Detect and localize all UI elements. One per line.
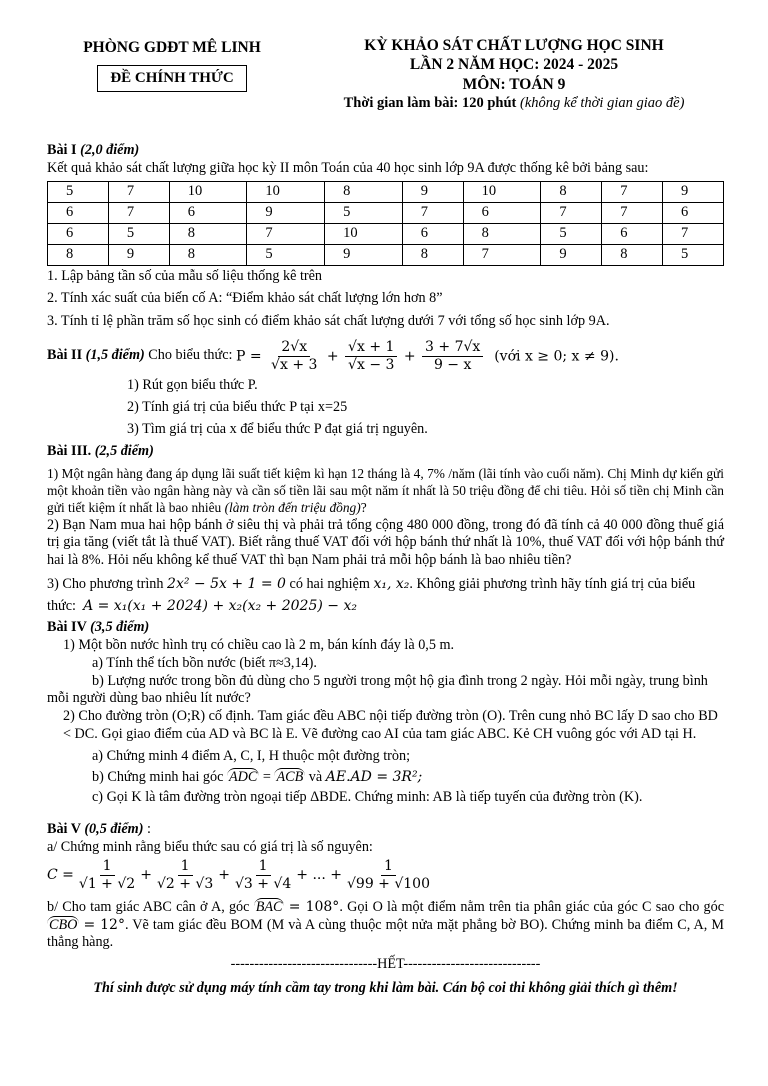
table-cell: 6 [402, 223, 463, 244]
formula-lhs: P = [235, 348, 262, 365]
table-cell: 7 [602, 202, 663, 223]
bai5-title [47, 821, 724, 839]
bai2-q1: 1) Rút gọn biểu thức P. [127, 377, 258, 394]
table-cell: 6 [463, 202, 541, 223]
bai4-p1a: a) Tính thể tích bồn nước (biết π≈3,14). [92, 654, 317, 671]
table-cell: 5 [108, 223, 169, 244]
table-cell: 10 [169, 181, 247, 202]
table-cell: 8 [463, 223, 541, 244]
exam-round: LẦN 2 NĂM HỌC: 2024 - 2025 [409, 56, 619, 74]
table-cell: 10 [247, 181, 325, 202]
bai3-points: (2,5 điểm) [94, 442, 154, 459]
table-cell: 7 [541, 202, 602, 223]
fraction-3-den: 9 − x [433, 356, 472, 373]
bai4-p2b-and: và [308, 769, 323, 786]
bai5-colon: : [146, 820, 151, 837]
bai2-intro: Cho biểu thức: [148, 347, 233, 364]
c-frac-2-den: √2 + √3 [156, 876, 214, 893]
table-cell: 9 [541, 244, 602, 265]
header-right [304, 36, 724, 112]
bai4-title [47, 619, 724, 637]
department: PHÒNG GDĐT MÊ LINH [83, 39, 261, 56]
bai4-p2b-eq: = [262, 769, 271, 786]
table-cell: 9 [325, 244, 403, 265]
table-cell: 8 [402, 244, 463, 265]
bai4-points: (3,5 điểm) [90, 619, 150, 636]
table-cell: 9 [663, 181, 724, 202]
table-cell: 6 [663, 202, 724, 223]
bai3-p3-expr-line [47, 598, 724, 616]
fraction-3-num: 3 + 7√x [422, 339, 483, 357]
header-left [47, 36, 297, 92]
c-frac-3 [232, 858, 294, 893]
bai3-label: Bài III. [47, 442, 92, 459]
table-cell: 5 [48, 181, 109, 202]
bai5-pb [47, 899, 724, 952]
table-cell: 8 [541, 181, 602, 202]
table-cell: 7 [247, 223, 325, 244]
c-frac-3-den: √3 + √4 [234, 876, 292, 893]
c-frac-2 [154, 858, 216, 893]
bai3-expression: A = x₁(x₁ + 2024) + x₂(x₂ + 2025) − x₂ [83, 597, 357, 614]
c-frac-4 [344, 858, 433, 893]
bai1-q3: 3. Tính tỉ lệ phần trăm số học sinh có điểm khảo sát chất lượng dưới 7 với tổng số học sinh lớp 9A. [47, 313, 610, 329]
bai2-points: (1,5 điểm) [85, 347, 145, 364]
fraction-1-num: 2√x [278, 339, 310, 357]
table-cell: 7 [463, 244, 541, 265]
bai1-q2: 2. Tính xác suất của biến cố A: “Điểm khảo sát chất lượng lớn hơn 8” [47, 290, 443, 307]
bai3-p3-a: 3) Cho phương trình [47, 575, 164, 592]
bai4-p2: 2) Cho đường tròn (O;R) cố định. Tam giác đều ABC nội tiếp đường tròn (O). Trên cung nhỏ BC lấy D sao cho BD < DC. Gọi giao điểm của AD và BC là E. Vẽ đường cao AI của tam giác ABC. Kẻ CH vuông góc với AD tại H. [63, 708, 718, 742]
bai5-pb-b: . Gọi O là một điểm nằm trên tia phân giác của góc C sao cho [339, 898, 700, 915]
bai3-p3 [47, 576, 724, 594]
bai5-pb-a: b/ Cho tam giác ABC cân ở A, góc [47, 898, 250, 915]
footer-note: Thí sinh được sử dụng máy tính cầm tay trong khi làm bài. Cán bộ coi thi không giải thích gì thêm! [93, 979, 678, 996]
bai4-p2c: c) Gọi K là tâm đường tròn ngoại tiếp ΔBDE. Chứng minh: AB là tiếp tuyến của đường tròn (K). [92, 789, 643, 806]
table-cell: 6 [602, 223, 663, 244]
fraction-2 [345, 339, 397, 374]
bai2-title [47, 339, 724, 374]
c-frac-3-num: 1 [256, 858, 271, 876]
table-row [48, 202, 724, 223]
bai3-p1 [47, 466, 724, 516]
time-bold: Thời gian làm bài: 120 phút [343, 95, 517, 112]
table-cell: 5 [663, 244, 724, 265]
table-cell: 9 [108, 244, 169, 265]
official-label: ĐỀ CHÍNH THỨC [97, 65, 246, 92]
bai1-intro: Kết quả khảo sát chất lượng giữa học kỳ II môn Toán của 40 học sinh lớp 9A được thống kê bởi bảng sau: [47, 159, 649, 176]
bai1-title [47, 142, 724, 160]
bai4-p1: 1) Một bồn nước hình trụ có chiều cao là 2 m, bán kính đáy là 0,5 m. [63, 637, 455, 654]
exam-title: KỲ KHẢO SÁT CHẤT LƯỢNG HỌC SINH [364, 37, 664, 54]
bai5-points: (0,5 điểm) [84, 820, 144, 837]
c-frac-1-num: 1 [100, 858, 115, 876]
bai3-p3-c: . Không giải phương trình hãy tính giá trị của biểu [409, 575, 696, 592]
c-dots: + ... + [296, 866, 342, 883]
table-cell: 10 [325, 223, 403, 244]
table-cell: 8 [325, 181, 403, 202]
exam-subject: MÔN: TOÁN 9 [462, 75, 566, 93]
table-cell: 9 [247, 202, 325, 223]
fraction-2-num: √x + 1 [345, 339, 397, 357]
angle-bac-value: = 108° [288, 898, 340, 915]
angle-cbo-value: = 12° [83, 916, 125, 933]
table-cell: 5 [325, 202, 403, 223]
bai4-p1b: b) Lượng nước trong bồn đủ dùng cho 5 người trong một hộ gia đình trong 2 ngày. Hỏi mỗi ngày, trung bình mỗi người dùng bao nhiêu lít nước? [47, 672, 708, 707]
fraction-1 [268, 339, 320, 374]
table-row [48, 244, 724, 265]
table-cell: 6 [169, 202, 247, 223]
bai1-points: (2,0 điểm) [80, 142, 140, 158]
bai3-p1-text: 1) Một ngân hàng đang áp dụng lãi suất tiết kiệm kì hạn 12 tháng là 4, 7% /năm (lãi tính vào cuối năm). Chị Minh dự kiến gửi một khoản tiền vào ngân hàng này và cần số tiền lãi sau một năm ít nhất là 50 triệu đồng để chi tiêu. Hỏi số tiền chị Minh cần gửi tiết kiệm ít nhất là bao nhiêu [47, 466, 724, 515]
table-cell: 8 [169, 244, 247, 265]
bai1-q1: 1. Lập bảng tần số của mẫu số liệu thống kê trên [47, 267, 323, 284]
c-frac-4-den: √99 + √100 [346, 876, 430, 893]
table-cell: 5 [247, 244, 325, 265]
bai4-p2b [47, 769, 724, 787]
table-row [48, 181, 724, 202]
bai4-p2a: a) Chứng minh 4 điểm A, C, I, H thuộc một đường tròn; [92, 747, 411, 764]
bai3-p3-d: thức: [47, 597, 76, 614]
formula-condition: (với x ≥ 0; x ≠ 9). [494, 348, 619, 365]
table-cell: 6 [48, 202, 109, 223]
angle-bac: BAC [255, 898, 283, 915]
table-cell: 10 [463, 181, 541, 202]
time-italic: (không kể thời gian giao đề) [520, 95, 685, 112]
c-frac-1 [76, 858, 138, 893]
bai2-formula: P = $\frac{2√x}{√x + 3}$ + $\frac{√x + 1}{√x - 3}$ + $\frac{3 + 7√x}{9 - x}$ (với x ≥ 0; x ≠ 9). [235, 338, 619, 373]
table-cell: 6 [48, 223, 109, 244]
bai5-pb-d: . Vẽ tam giác đều BOM (M và A cùng thuộc một nửa mặt phẳng bờ BO). Chứng minh ba điểm C, A, M thẳng hàng. [47, 916, 725, 951]
table-cell: 8 [169, 223, 247, 244]
bai5-pa: a/ Chứng minh rằng biểu thức sau có giá trị là số nguyên: [47, 838, 373, 855]
table-cell: 9 [402, 181, 463, 202]
table-cell: 7 [602, 181, 663, 202]
bai3-p1-italic: (làm tròn đến triệu đồng) [224, 499, 361, 515]
bai3-title [47, 443, 724, 461]
table-cell: 7 [108, 202, 169, 223]
table-cell: 7 [663, 223, 724, 244]
bai2-label: Bài II [47, 347, 83, 364]
table-cell: 5 [541, 223, 602, 244]
bai4-label: Bài IV [47, 619, 87, 636]
bai3-p2: 2) Bạn Nam mua hai hộp bánh ở siêu thị và phải trả tổng cộng 480 000 đồng, trong đó đã tính cả 40 000 đồng thuế giá trị gia tăng (viết tắt là thuế VAT). Biết rằng thuế VAT đối với hộp bánh thứ nhất là 10%, thuế VAT đối với hộp bánh thứ hai là 8%. Hỏi nếu không kể thuế VAT thì bạn Nam phải trả mỗi hộp bánh là bao nhiêu tiền? [47, 516, 724, 569]
angle-cbo: CBO [49, 916, 78, 933]
fraction-1-den: √x + 3 [271, 356, 318, 373]
angle-acb: ACB [276, 769, 304, 786]
bai1-label: Bài I [47, 142, 77, 158]
angle-adc: ADC [228, 769, 258, 786]
bai5-label: Bài V [47, 820, 81, 837]
exam-time [304, 94, 724, 112]
c-frac-1-den: √1 + √2 [78, 876, 136, 893]
c-frac-4-num: 1 [381, 858, 396, 876]
header [47, 36, 724, 136]
bai5-c-formula: C = $\frac{1}{√1 + √2}$ + $\frac{1}{√2 + √3}$ + $\frac{1}{√3 + √4}$ + ... + $\frac{1}{√99 + √100}$ [47, 858, 724, 893]
bai2-q2: 2) Tính giá trị của biểu thức P tại x=25 [127, 399, 348, 416]
table-cell: 7 [402, 202, 463, 223]
bai3-roots: x₁, x₂ [373, 575, 410, 592]
bai3-p1-end: ? [360, 499, 367, 515]
bai4-p2b-expr: AE.AD = 3R²; [325, 769, 423, 786]
end-marker: -------------------------------HẾT----------------------------- [230, 956, 541, 973]
fraction-3 [422, 339, 483, 374]
table-cell: 8 [602, 244, 663, 265]
bai2-q3: 3) Tìm giá trị của x để biểu thức P đạt giá trị nguyên. [127, 420, 428, 437]
table-row [48, 223, 724, 244]
table-cell: 7 [108, 181, 169, 202]
bai3-p3-b: có hai nghiệm [289, 575, 370, 592]
c-frac-2-num: 1 [178, 858, 193, 876]
table-cell: 8 [48, 244, 109, 265]
score-table [47, 181, 724, 266]
bai5-pb-c: góc [703, 898, 725, 915]
fraction-2-den: √x − 3 [348, 356, 395, 373]
bai4-p2b-text: b) Chứng minh hai góc [92, 769, 224, 786]
bai3-equation: 2x² − 5x + 1 = 0 [167, 575, 286, 592]
c-lhs: C = [47, 866, 74, 883]
